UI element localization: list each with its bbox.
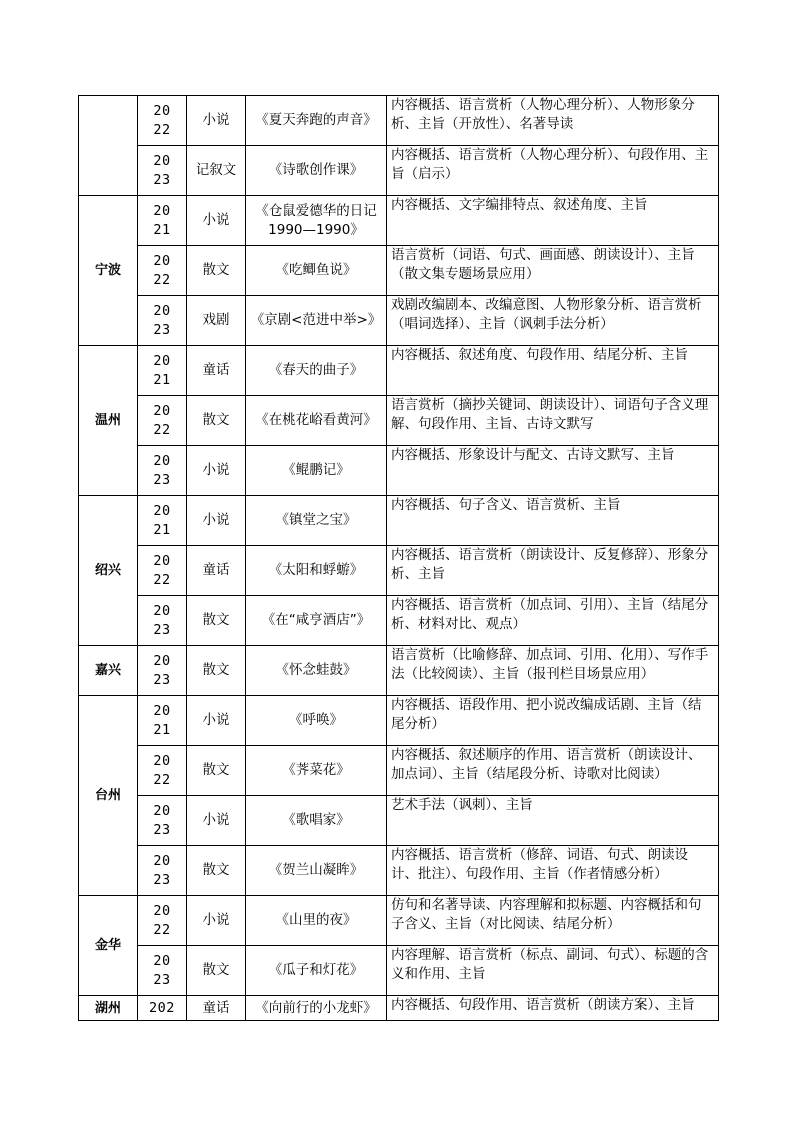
- points-cell: 内容概括、语言赏析（修辞、词语、句式、朗读设计、批注）、句段作用、主旨（作者情感分析）: [387, 846, 719, 896]
- table-row: [79, 546, 719, 596]
- table-row: [79, 196, 719, 246]
- year-cell: 2023: [138, 296, 187, 346]
- year-cell: 2022: [138, 546, 187, 596]
- year-cell: 2023: [138, 446, 187, 496]
- city-cell: 宁波: [79, 196, 138, 346]
- points-cell: 语言赏析（比喻修辞、加点词、引用、化用）、写作手法（比较阅读）、主旨（报刊栏目场景应用）: [387, 646, 719, 696]
- year-cell: 2022: [138, 396, 187, 446]
- year-cell: 2023: [138, 846, 187, 896]
- points-cell: 内容概括、语言赏析（加点词、引用）、主旨（结尾分析、材料对比、观点）: [387, 596, 719, 646]
- points-cell: 内容概括、句段作用、语言赏析（朗读方案）、主旨: [387, 996, 719, 1021]
- points-cell: 内容概括、语言赏析（朗读设计、反复修辞）、形象分析、主旨: [387, 546, 719, 596]
- points-cell: 语言赏析（词语、句式、画面感、朗读设计）、主旨（散文集专题场景应用）: [387, 246, 719, 296]
- table-row: [79, 446, 719, 496]
- points-cell: 内容概括、语段作用、把小说改编成话剧、主旨（结尾分析）: [387, 696, 719, 746]
- table-row: [79, 496, 719, 546]
- genre-cell: 童话: [187, 346, 246, 396]
- points-cell: 艺术手法（讽刺）、主旨: [387, 796, 719, 846]
- title-cell: 《春天的曲子》: [246, 346, 387, 396]
- table-row: [79, 946, 719, 996]
- year-cell: 2022: [138, 246, 187, 296]
- genre-cell: 小说: [187, 96, 246, 146]
- exam-analysis-table: [78, 95, 719, 1021]
- genre-cell: 散文: [187, 396, 246, 446]
- table-row: [79, 746, 719, 796]
- year-cell: 2023: [138, 946, 187, 996]
- year-cell: 2023: [138, 596, 187, 646]
- title-cell: 《向前行的小龙虾》: [246, 996, 387, 1021]
- table-row: [79, 246, 719, 296]
- city-cell: 湖州: [79, 996, 138, 1021]
- points-cell: 仿句和名著导读、内容理解和拟标题、内容概括和句子含义、主旨（对比阅读、结尾分析）: [387, 896, 719, 946]
- table-row: [79, 296, 719, 346]
- year-cell: 2023: [138, 646, 187, 696]
- city-cell: 台州: [79, 696, 138, 896]
- year-cell: 2023: [138, 796, 187, 846]
- genre-cell: 小说: [187, 796, 246, 846]
- points-cell: 戏剧改编剧本、改编意图、人物形象分析、语言赏析（唱词选择）、主旨（讽刺手法分析）: [387, 296, 719, 346]
- table-row: [79, 646, 719, 696]
- genre-cell: 小说: [187, 496, 246, 546]
- points-cell: 内容概括、形象设计与配文、古诗文默写、主旨: [387, 446, 719, 496]
- city-cell: 温州: [79, 346, 138, 496]
- genre-cell: 散文: [187, 946, 246, 996]
- city-cell: [79, 96, 138, 196]
- city-cell: 嘉兴: [79, 646, 138, 696]
- year-cell: 2021: [138, 196, 187, 246]
- genre-cell: 散文: [187, 746, 246, 796]
- points-cell: 语言赏析（摘抄关键词、朗读设计）、词语句子含义理解、句段作用、主旨、古诗文默写: [387, 396, 719, 446]
- year-cell: 2022: [138, 96, 187, 146]
- title-cell: 《太阳和蜉蝣》: [246, 546, 387, 596]
- title-cell: 《山里的夜》: [246, 896, 387, 946]
- year-cell: 2022: [138, 896, 187, 946]
- title-cell: 《诗歌创作课》: [246, 146, 387, 196]
- genre-cell: 小说: [187, 896, 246, 946]
- points-cell: 内容概括、语言赏析（人物心理分析）、人物形象分析、主旨（开放性）、名著导读: [387, 96, 719, 146]
- genre-cell: 散文: [187, 646, 246, 696]
- title-cell: 《吃鲫鱼说》: [246, 246, 387, 296]
- year-cell: 2023: [138, 146, 187, 196]
- points-cell: 内容理解、语言赏析（标点、副词、句式）、标题的含义和作用、主旨: [387, 946, 719, 996]
- title-cell: 《夏天奔跑的声音》: [246, 96, 387, 146]
- genre-cell: 小说: [187, 196, 246, 246]
- genre-cell: 散文: [187, 246, 246, 296]
- table-row: [79, 346, 719, 396]
- points-cell: 内容概括、语言赏析（人物心理分析）、句段作用、主旨（启示）: [387, 146, 719, 196]
- points-cell: 内容概括、句子含义、语言赏析、主旨: [387, 496, 719, 546]
- title-cell: 《京剧<范进中举>》: [246, 296, 387, 346]
- points-cell: 内容概括、文字编排特点、叙述角度、主旨: [387, 196, 719, 246]
- table-row: [79, 846, 719, 896]
- year-cell: 2022: [138, 746, 187, 796]
- table-row: [79, 696, 719, 746]
- genre-cell: 小说: [187, 446, 246, 496]
- title-cell: 《镇堂之宝》: [246, 496, 387, 546]
- title-cell: 《歌唱家》: [246, 796, 387, 846]
- year-cell: 202: [138, 996, 187, 1021]
- genre-cell: 记叙文: [187, 146, 246, 196]
- title-cell: 《荠菜花》: [246, 746, 387, 796]
- table-row: [79, 96, 719, 146]
- title-cell: 《在“咸亨酒店”》: [246, 596, 387, 646]
- genre-cell: 戏剧: [187, 296, 246, 346]
- table-row: [79, 396, 719, 446]
- genre-cell: 童话: [187, 996, 246, 1021]
- points-cell: 内容概括、叙述角度、句段作用、结尾分析、主旨: [387, 346, 719, 396]
- title-cell: 《怀念蛙鼓》: [246, 646, 387, 696]
- title-cell: 《仓鼠爱德华的日记 1990—1990》: [246, 196, 387, 246]
- genre-cell: 散文: [187, 846, 246, 896]
- year-cell: 2021: [138, 696, 187, 746]
- title-cell: 《贺兰山凝眸》: [246, 846, 387, 896]
- table-row: [79, 996, 719, 1021]
- table-row: [79, 896, 719, 946]
- title-cell: 《鲲鹏记》: [246, 446, 387, 496]
- city-cell: 金华: [79, 896, 138, 996]
- genre-cell: 小说: [187, 696, 246, 746]
- table-row: [79, 596, 719, 646]
- year-cell: 2021: [138, 496, 187, 546]
- city-cell: 绍兴: [79, 496, 138, 646]
- title-cell: 《瓜子和灯花》: [246, 946, 387, 996]
- genre-cell: 童话: [187, 546, 246, 596]
- title-cell: 《在桃花峪看黄河》: [246, 396, 387, 446]
- title-cell: 《呼唤》: [246, 696, 387, 746]
- points-cell: 内容概括、叙述顺序的作用、语言赏析（朗读设计、加点词）、主旨（结尾段分析、诗歌对比阅读）: [387, 746, 719, 796]
- table-row: [79, 796, 719, 846]
- genre-cell: 散文: [187, 596, 246, 646]
- year-cell: 2021: [138, 346, 187, 396]
- table-row: [79, 146, 719, 196]
